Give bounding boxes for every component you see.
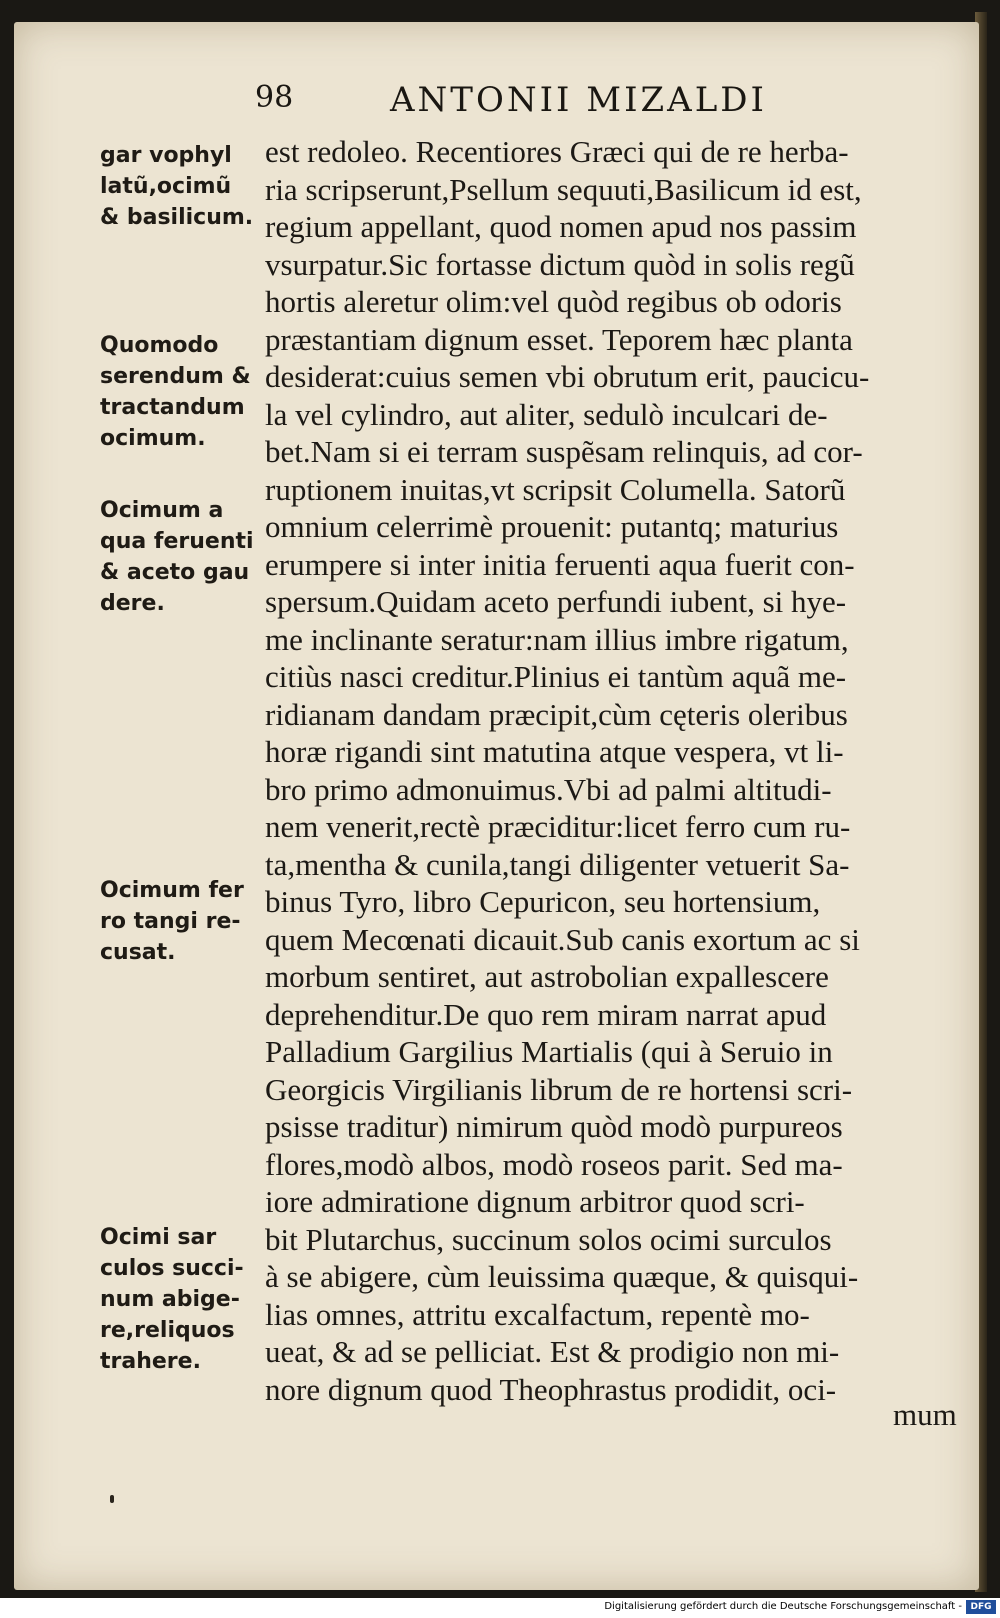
text-line: lias omnes, attritu excalfactum, repentè mo- [265,1296,810,1332]
marginal-note-line: tractandum [100,395,245,420]
text-line: horæ rigandi sint matutina atque vespera, vt li- [265,734,844,769]
marginal-note-line: ocimum. [100,426,206,451]
marginal-note-line: & basilicum. [100,205,254,230]
marginal-note-line: re,reliquos [100,1318,235,1343]
marginal-note-succinum [100,1222,260,1377]
text-line: à se abigere, cùm leuissima quæque, & quisqui- [265,1259,859,1294]
text-line: spersum.Quidam aceto perfundi iubent, si hye- [265,584,847,619]
text-line: Georgicis Virgilianis librum de re hortensi scri- [265,1071,853,1107]
text-line: ueat, & ad se pelliciat. Est & prodigio non mi- [265,1334,840,1369]
footer-credit: Digitalisierung gefördert durch die Deutsche Forschungsgemeinschaft - [604,1601,962,1612]
marginal-note-line: gar vophyl [100,143,232,168]
text-line: erumpere si inter initia feruenti aqua fuerit con- [265,546,855,582]
text-line: citiùs nasci creditur.Plinius ei tantùm aquã me- [265,659,847,694]
text-line: ta,mentha & cunila,tangi diligenter vetuerit Sa- [265,846,850,882]
text-line: nore dignum quod Theophrastus prodidit, oci- [265,1371,837,1407]
running-head: ANTONII MIZALDI [390,80,767,120]
marginal-note-line: dere. [100,591,165,616]
text-line: ruptionem inuitas,vt scripsit Columella. Satorũ [265,471,846,507]
marginal-note-line: trahere. [100,1349,201,1374]
text-line: nem venerit,rectè præciditur:licet ferro cum ru- [265,809,851,844]
marginal-note-line: Quomodo [100,333,219,358]
text-line: binus Tyro, libro Cepuricon, seu hortensium, [265,884,821,919]
marginal-note-line: Ocimum a [100,498,224,523]
marginal-note-line: culos succi- [100,1256,244,1281]
marginal-note-line: Ocimi sar [100,1225,217,1250]
marginal-note-line: serendum & [100,364,251,389]
text-line: iore admiratione dignum arbitror quod scri- [265,1184,805,1219]
text-line: deprehenditur.De quo rem miram narrat apud [265,996,827,1032]
main-text-block [265,133,975,1408]
marginal-note-line: latũ,ocimũ [100,174,232,199]
page-header [255,80,955,130]
page-number: 98 [255,80,294,115]
text-line: la vel cylindro, aut aliter, sedulò inculcari de- [265,396,828,432]
text-line: bet.Nam si ei terram suspẽsam relinquis, ad cor- [265,434,863,469]
text-line: me inclinante seratur:nam illius imbre rigatum, [265,621,849,657]
text-line: hortis aleretur olim:vel quòd regibus ob odoris [265,284,842,319]
text-line: ridianam dandam præcipit,cùm cęteris oleribus [265,696,848,732]
ink-speck [110,1495,114,1503]
text-line: omnium celerrimè prouenit: putantq; maturius [265,509,839,544]
text-line: quem Mecœnati dicauit.Sub canis exortum ac si [265,921,860,957]
text-line: Palladium Gargilius Martialis (qui à Seruio in [265,1034,833,1069]
marginal-note-garyophyllatum [100,140,260,233]
marginal-note-line: ro tangi re- [100,909,241,934]
text-line: bro primo admonuimus.Vbi ad palmi altitudi- [265,771,832,807]
marginal-note-line: qua feruenti [100,529,254,554]
marginal-note-line: & aceto gau [100,560,250,585]
text-line: flores,modò albos, modò roseos parit. Sed ma- [265,1146,843,1182]
marginal-note-line: cusat. [100,940,176,965]
text-line: bit Plutarchus, succinum solos ocimi surculos [265,1221,832,1257]
catchword: mum [893,1397,957,1432]
dfg-logo: DFG [966,1600,996,1614]
text-line: desiderat:cuius semen vbi obrutum erit, paucicu- [265,359,870,394]
marginal-note-ferro-tangi [100,875,260,968]
text-line: vsurpatur.Sic fortasse dictum quòd in solis regũ [265,246,855,282]
text-line: præstantiam dignum esset. Teporem hæc planta [265,321,853,357]
text-line: morbum sentiret, aut astrobolian expallescere [265,959,829,994]
text-line: est redoleo. Recentiores Græci qui de re herba- [265,134,849,169]
marginal-note-line: Ocimum fer [100,878,244,903]
text-line: regium appellant, quod nomen apud nos passim [265,209,857,244]
marginal-note-serendum [100,330,260,454]
text-line: ria scripserunt,Psellum sequuti,Basilicum id est, [265,171,862,207]
marginal-note-line: num abige- [100,1287,240,1312]
marginal-note-aqua-feruenti [100,495,260,619]
text-line: psisse traditur) nimirum quòd modò purpureos [265,1109,843,1144]
